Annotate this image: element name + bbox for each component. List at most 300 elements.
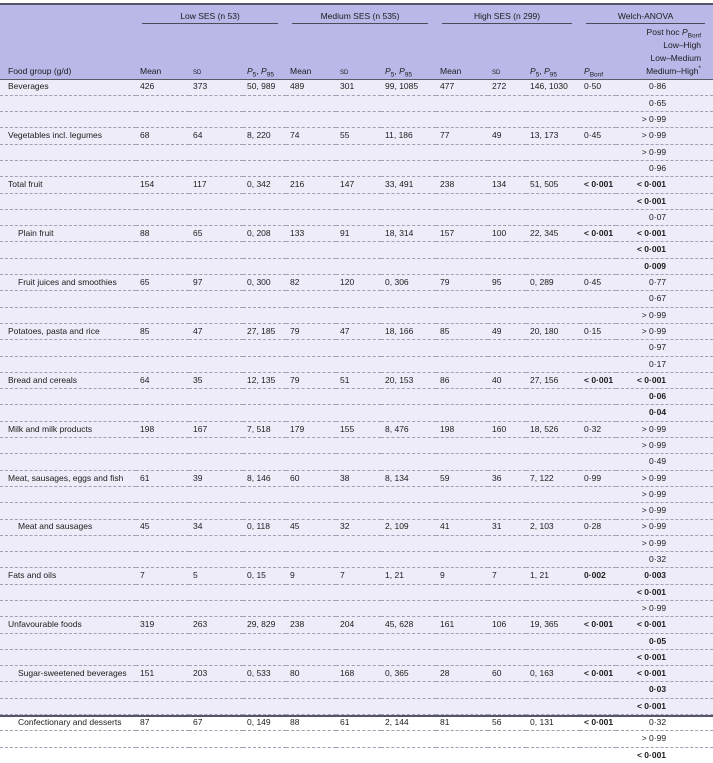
medium-p5p95: 11, 186: [385, 130, 413, 141]
high-p5p95: 0, 289: [530, 277, 554, 288]
p-bonf-value: 0·45: [584, 130, 602, 141]
p-bonf-value: 0·28: [584, 521, 602, 532]
p-letter: P: [261, 66, 267, 77]
spacer-cell: [0, 24, 580, 37]
row-label: Milk and milk products: [8, 423, 93, 434]
low-sd: 47: [193, 325, 203, 336]
medium-mean: 79: [290, 325, 300, 336]
posthoc-medium-high: 0·17: [649, 358, 667, 369]
empty-cell: [0, 552, 616, 568]
posthoc-medium-high: > 0·99: [641, 505, 667, 516]
spacer-cell: [0, 37, 580, 50]
group-header-high-ses: High SES (n 299): [436, 5, 580, 24]
food-group-row-line: [0, 340, 713, 356]
posthoc-medium-high: < 0·001: [636, 651, 667, 662]
low-sd: 117: [193, 179, 207, 190]
high-mean: 59: [440, 472, 450, 483]
row-label: Meat, sausages, eggs and fish: [8, 472, 124, 483]
p-bonf-value: 0·50: [584, 81, 602, 92]
low-p5p95: 0, 208: [247, 228, 271, 239]
high-p5p95: 51, 505: [530, 179, 559, 190]
row-label: Sugar-sweetened beverages: [18, 668, 127, 679]
empty-cell: [0, 747, 616, 763]
low-sd: 167: [193, 423, 208, 434]
medium-mean: 179: [290, 423, 305, 434]
low-mean: 7: [140, 570, 145, 581]
empty-cell: [0, 584, 616, 600]
medium-mean: 74: [290, 130, 300, 141]
p-bonf-value: 0·15: [584, 325, 602, 336]
high-mean: 79: [440, 277, 450, 288]
p-letter: P: [247, 66, 253, 77]
food-group-row-line: [0, 275, 713, 291]
medium-mean: 238: [290, 619, 305, 630]
high-mean: 77: [440, 130, 450, 141]
medium-sd: 120: [340, 277, 355, 288]
posthoc-medium-high: 0·96: [649, 162, 667, 173]
row-label: Total fruit: [8, 179, 43, 190]
empty-cell: [0, 95, 616, 111]
posthoc-medium-high: > 0·99: [641, 114, 667, 125]
food-group-row-line: [0, 356, 713, 372]
row-label: Fats and oils: [8, 570, 57, 581]
food-group-row-line: [0, 552, 713, 568]
high-mean: 41: [440, 521, 450, 532]
medium-mean: 79: [290, 374, 300, 385]
p-subscript: Bonf: [687, 32, 702, 40]
food-group-row-line: [0, 307, 713, 323]
col-header-p5p95-high: [526, 63, 580, 79]
posthoc-low-high: 0·003: [644, 570, 667, 581]
food-group-row-line: [0, 568, 713, 584]
high-sd: 40: [492, 374, 502, 385]
empty-cell: [0, 405, 616, 421]
food-group-row-line: [0, 160, 713, 176]
medium-sd: 7: [340, 570, 345, 581]
high-sd: 160: [492, 423, 507, 434]
col-header-mean-high: Mean: [436, 63, 488, 79]
comma: ,: [539, 66, 542, 77]
low-sd: 65: [193, 228, 203, 239]
medium-mean: 82: [290, 277, 300, 288]
medium-mean: 60: [290, 472, 300, 483]
low-sd: 203: [193, 668, 208, 679]
p-letter: P: [544, 66, 550, 77]
low-p5p95: 0, 118: [247, 521, 271, 532]
food-group-row-line: [0, 666, 713, 682]
high-mean: 157: [440, 228, 455, 239]
col-header-mean-medium: Mean: [286, 63, 336, 79]
medium-p5p95: 18, 166: [385, 325, 414, 336]
medium-mean: 80: [290, 668, 300, 679]
posthoc-medium-high: 0·07: [649, 211, 667, 222]
group-header-medium-ses: Medium SES (n 535): [286, 5, 436, 24]
food-group-row-line: [0, 470, 713, 486]
empty-cell: [0, 307, 616, 323]
high-sd: 36: [492, 472, 502, 483]
welch-low-high-label: Low–High: [663, 39, 702, 50]
medium-high-label: Medium–High: [646, 66, 699, 77]
posthoc-prefix: Post hoc: [646, 26, 680, 37]
posthoc-low-high: < 0·001: [636, 668, 667, 679]
p-bonf-value: 0·99: [584, 472, 602, 483]
low-p5p95: 12, 135: [247, 374, 276, 385]
high-p5p95: 13, 173: [530, 130, 559, 141]
posthoc-medium-high: < 0·001: [636, 749, 667, 760]
food-group-row-line: [0, 535, 713, 551]
low-mean: 154: [140, 179, 155, 190]
row-label: Plain fruit: [18, 228, 54, 239]
posthoc-medium-high: > 0·99: [641, 309, 667, 320]
posthoc-low-high: > 0·99: [641, 521, 667, 532]
p-letter: P: [530, 66, 536, 77]
high-mean: 86: [440, 374, 450, 385]
comma: ,: [256, 66, 259, 77]
col-header-p5p95-low: [243, 63, 286, 79]
empty-cell: [0, 731, 616, 747]
medium-mean: 9: [290, 570, 295, 581]
high-p5p95: 27, 156: [530, 374, 559, 385]
high-p5p95: 19, 365: [530, 619, 559, 630]
empty-cell: [0, 340, 616, 356]
low-mean: 319: [140, 619, 155, 630]
low-mean: 64: [140, 374, 150, 385]
medium-mean: 88: [290, 717, 300, 728]
posthoc-low-medium: < 0·001: [636, 586, 667, 597]
p-symbol: P: [682, 26, 688, 37]
empty-cell: [0, 486, 616, 502]
high-sd: 100: [492, 228, 507, 239]
medium-mean: 45: [290, 521, 300, 532]
high-sd: 134: [492, 179, 507, 190]
food-group-row-line: [0, 389, 713, 405]
medium-p5p95: 99, 1085: [385, 81, 419, 92]
posthoc-low-high: > 0·99: [641, 130, 667, 141]
row-label: Meat and sausages: [18, 521, 93, 532]
food-group-row-line: [0, 503, 713, 519]
p-bonf-value: < 0·001: [584, 374, 614, 385]
food-group-row-line: [0, 421, 713, 437]
high-sd: 95: [492, 277, 502, 288]
medium-mean: 216: [290, 179, 305, 190]
food-group-row-line: [0, 405, 713, 421]
medium-sd: 47: [340, 325, 350, 336]
posthoc-medium-high: < 0·001: [636, 700, 667, 711]
medium-sd: 155: [340, 423, 355, 434]
low-p5p95: 0, 342: [247, 179, 271, 190]
posthoc-low-medium: 0·65: [649, 97, 667, 108]
low-mean: 87: [140, 717, 150, 728]
p-bonf-value: 0·32: [584, 423, 602, 434]
low-mean: 61: [140, 472, 150, 483]
medium-p5p95: 1, 21: [385, 570, 404, 581]
p95-sub: 95: [266, 71, 274, 79]
medium-sd: 168: [340, 668, 355, 679]
low-mean: 88: [140, 228, 150, 239]
food-group-row-line: [0, 95, 713, 111]
posthoc-low-high: 0·32: [649, 717, 667, 728]
posthoc-medium-high: 0·49: [649, 456, 667, 467]
high-p5p95: 2, 103: [530, 521, 554, 532]
p95-sub: 95: [549, 71, 557, 79]
food-group-row-line: [0, 291, 713, 307]
low-sd: 97: [193, 277, 203, 288]
low-sd: 263: [193, 619, 208, 630]
medium-p5p95: 2, 144: [385, 717, 409, 728]
food-group-row-line: [0, 372, 713, 388]
p-bonf-value: 0·002: [584, 570, 606, 581]
posthoc-low-medium: < 0·001: [636, 244, 667, 255]
group-header-row: [0, 5, 713, 24]
low-sd: 5: [193, 570, 198, 581]
posthoc-low-high: 0·86: [649, 81, 667, 92]
medium-sd: 38: [340, 472, 350, 483]
medium-p5p95: 0, 365: [385, 668, 409, 679]
high-mean: 81: [440, 717, 450, 728]
empty-cell: [0, 160, 616, 176]
row-label: Fruit juices and smoothies: [18, 277, 117, 288]
posthoc-low-medium: 0·03: [649, 684, 667, 695]
high-mean: 477: [440, 81, 455, 92]
food-group-row-line: [0, 438, 713, 454]
high-sd: 56: [492, 717, 502, 728]
posthoc-low-medium: 0·05: [649, 635, 667, 646]
row-label: Unfavourable foods: [8, 619, 82, 630]
posthoc-low-high: < 0·001: [636, 179, 667, 190]
food-group-row-line: [0, 519, 713, 535]
medium-p5p95: 18, 314: [385, 228, 414, 239]
empty-cell: [0, 438, 616, 454]
food-group-row-line: [0, 242, 713, 258]
high-mean: 161: [440, 619, 455, 630]
column-header-row: [0, 63, 713, 79]
welch-subheader-row-1: [0, 24, 713, 37]
posthoc-low-high: > 0·99: [641, 423, 667, 434]
p-bonf-value: 0·45: [584, 277, 602, 288]
posthoc-low-high: < 0·001: [636, 619, 667, 630]
empty-cell: [0, 698, 616, 714]
food-group-row-line: [0, 486, 713, 502]
posthoc-low-medium: < 0·001: [636, 195, 667, 206]
medium-p5p95: 8, 476: [385, 423, 409, 434]
row-label: Confectionary and desserts: [18, 717, 122, 728]
group-header-low-ses: Low SES (n 53): [136, 5, 286, 24]
p-letter: P: [584, 66, 590, 77]
empty-cell: [0, 242, 616, 258]
high-sd: 272: [492, 81, 507, 92]
medium-mean: 133: [290, 228, 305, 239]
low-p5p95: 0, 15: [247, 570, 266, 581]
empty-cell: [0, 389, 616, 405]
low-p5p95: 0, 300: [247, 277, 271, 288]
col-header-sd-low: sd: [189, 63, 243, 79]
p5-sub: 5: [252, 71, 257, 79]
low-mean: 426: [140, 81, 155, 92]
food-group-row-line: [0, 682, 713, 698]
high-mean: 28: [440, 668, 450, 679]
high-mean: 85: [440, 325, 450, 336]
medium-sd: 301: [340, 81, 355, 92]
empty-cell: [0, 535, 616, 551]
low-mean: 198: [140, 423, 155, 434]
col-header-food-group: Food group (g/d): [0, 63, 136, 79]
posthoc-medium-high: 0·009: [644, 260, 667, 271]
empty-cell: [0, 144, 616, 160]
medium-p5p95: 2, 109: [385, 521, 409, 532]
high-mean: 9: [440, 570, 445, 581]
low-mean: 151: [140, 668, 155, 679]
empty-cell: [0, 356, 616, 372]
food-group-row-line: [0, 633, 713, 649]
empty-cell: [0, 209, 616, 225]
posthoc-low-high: < 0·001: [636, 374, 667, 385]
welch-subheader-row-2: [0, 37, 713, 50]
footnote-star: *: [698, 65, 702, 73]
group-header-spacer: [0, 5, 136, 24]
empty-cell: [0, 682, 616, 698]
posthoc-low-medium: > 0·99: [641, 488, 667, 499]
low-mean: 45: [140, 521, 150, 532]
posthoc-medium-high: 0·32: [649, 554, 667, 565]
medium-sd: 55: [340, 130, 350, 141]
food-group-row-line: [0, 144, 713, 160]
posthoc-low-medium: 0·06: [649, 391, 667, 402]
food-group-row-line: [0, 258, 713, 274]
p-bonf-sub: Bonf: [589, 71, 604, 79]
high-sd: 49: [492, 130, 502, 141]
food-group-row-line: [0, 731, 713, 747]
posthoc-low-high: > 0·99: [641, 472, 667, 483]
low-sd: 39: [193, 472, 203, 483]
row-label: Potatoes, pasta and rice: [8, 325, 100, 336]
medium-sd: 147: [340, 179, 355, 190]
empty-cell: [0, 258, 616, 274]
posthoc-low-medium: > 0·99: [641, 733, 667, 744]
medium-p5p95: 20, 153: [385, 374, 414, 385]
low-p5p95: 29, 829: [247, 619, 276, 630]
food-group-row-line: [0, 209, 713, 225]
p95-sub: 95: [404, 71, 412, 79]
low-mean: 65: [140, 277, 150, 288]
p5-sub: 5: [390, 71, 395, 79]
low-p5p95: 0, 149: [247, 717, 271, 728]
food-group-row-line: [0, 112, 713, 128]
food-group-row-line: [0, 617, 713, 633]
high-sd: 7: [492, 570, 497, 581]
food-group-row-line: [0, 747, 713, 763]
low-sd: 34: [193, 521, 203, 532]
high-sd: 106: [492, 619, 507, 630]
welch-low-medium-label: Low–Medium: [650, 52, 702, 63]
p-letter: P: [385, 66, 391, 77]
food-group-row-line: [0, 177, 713, 193]
food-group-row-line: [0, 323, 713, 339]
posthoc-low-medium: > 0·99: [641, 537, 667, 548]
low-p5p95: 8, 220: [247, 130, 271, 141]
col-header-p-bonf: [580, 63, 616, 79]
low-sd: 35: [193, 374, 203, 385]
food-group-table-wrapper: [0, 3, 713, 760]
group-header-welch-anova: Welch-ANOVA: [580, 5, 713, 24]
high-p5p95: 0, 131: [530, 717, 554, 728]
empty-cell: [0, 601, 616, 617]
p-bonf-value: < 0·001: [584, 619, 614, 630]
comma: ,: [394, 66, 397, 77]
food-groups-ses-table: [0, 5, 713, 763]
empty-cell: [0, 454, 616, 470]
col-header-p5p95-medium: [381, 63, 436, 79]
welch-subheader-row-3: [0, 50, 713, 63]
table-header: [0, 5, 713, 79]
posthoc-low-medium: > 0·99: [641, 440, 667, 450]
high-mean: 198: [440, 423, 455, 434]
high-sd: 31: [492, 521, 502, 532]
high-p5p95: 7, 122: [530, 472, 554, 483]
high-sd: 60: [492, 668, 502, 679]
p-letter: P: [399, 66, 405, 77]
medium-sd: 61: [340, 717, 350, 728]
high-p5p95: 0, 163: [530, 668, 554, 679]
posthoc-low-medium: 0·97: [649, 342, 667, 353]
col-header-mean-low: Mean: [136, 63, 189, 79]
empty-cell: [0, 503, 616, 519]
high-p5p95: 1, 21: [530, 570, 549, 581]
food-group-row-line: [0, 128, 713, 144]
spacer-cell: [0, 50, 580, 63]
posthoc-low-medium: > 0·99: [641, 146, 667, 157]
empty-cell: [0, 193, 616, 209]
low-p5p95: 27, 185: [247, 325, 276, 336]
col-header-medium-high: [616, 63, 713, 79]
medium-sd: 32: [340, 521, 350, 532]
welch-posthoc-label: [580, 24, 713, 40]
col-header-sd-high: sd: [488, 63, 526, 79]
row-label: Bread and cereals: [8, 374, 77, 385]
medium-sd: 91: [340, 228, 350, 239]
high-p5p95: 20, 180: [530, 325, 559, 336]
posthoc-medium-high: 0·04: [649, 407, 667, 418]
posthoc-low-medium: 0·67: [649, 293, 667, 304]
empty-cell: [0, 649, 616, 665]
low-p5p95: 7, 518: [247, 423, 271, 434]
p-bonf-value: < 0·001: [584, 668, 614, 679]
high-sd: 49: [492, 325, 502, 336]
food-group-row-line: [0, 79, 713, 95]
medium-p5p95: 8, 134: [385, 472, 409, 483]
posthoc-medium-high: > 0·99: [641, 602, 667, 613]
medium-p5p95: 0, 306: [385, 277, 409, 288]
low-p5p95: 50, 989: [247, 81, 276, 92]
empty-cell: [0, 633, 616, 649]
empty-cell: [0, 112, 616, 128]
p5-sub: 5: [535, 71, 540, 79]
low-p5p95: 8, 146: [247, 472, 271, 483]
low-mean: 85: [140, 325, 150, 336]
p-bonf-value: < 0·001: [584, 717, 614, 728]
medium-mean: 489: [290, 81, 305, 92]
posthoc-low-high: > 0·99: [641, 325, 667, 336]
medium-sd: 204: [340, 619, 355, 630]
high-mean: 238: [440, 179, 455, 190]
low-mean: 68: [140, 130, 150, 141]
food-group-row-line: [0, 601, 713, 617]
food-group-row-line: [0, 698, 713, 714]
low-sd: 67: [193, 717, 203, 728]
low-sd: 64: [193, 130, 203, 141]
row-label: Vegetables incl. legumes: [8, 130, 103, 141]
high-p5p95: 146, 1030: [530, 81, 568, 92]
food-group-row-line: [0, 454, 713, 470]
